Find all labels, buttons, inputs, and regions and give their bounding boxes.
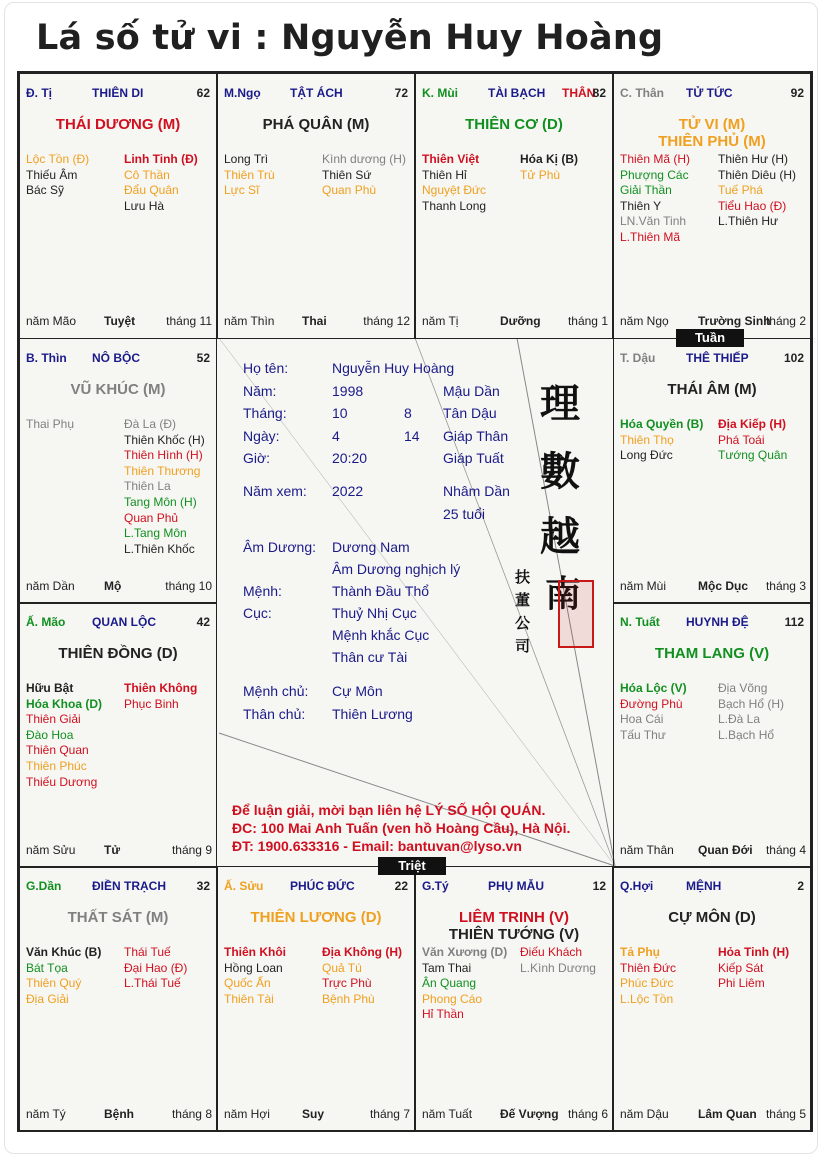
minor-star: Trực Phù xyxy=(322,976,372,991)
minor-star: Hữu Bật xyxy=(26,681,74,695)
hour-canchi: Giáp Tuất xyxy=(443,450,504,466)
cuc-label: Cục: xyxy=(243,605,272,621)
minor-star: L.Thiên Khốc xyxy=(124,541,195,556)
minor-star: Quốc Ấn xyxy=(224,976,271,991)
palace-age: 92 xyxy=(790,86,804,100)
main-stars xyxy=(218,909,414,926)
minor-star: Đà La (Đ) xyxy=(124,417,177,431)
palace-age: 42 xyxy=(196,615,210,629)
minor-stars-left xyxy=(422,152,486,214)
month-lunar: 8 xyxy=(404,405,412,421)
footer-stage: Lâm Quan xyxy=(698,1107,757,1121)
palace-cell-than xyxy=(613,73,811,339)
month-value: 10 xyxy=(332,405,348,421)
contact-line-2: ĐC: 100 Mai Anh Tuấn (ven hồ Hoàng Cầu), Hà Nội. xyxy=(232,820,571,836)
minor-star: Long Đức xyxy=(620,448,673,463)
palace-name: PHÚC ĐỨC xyxy=(290,879,355,893)
minor-star: Thiên Khôi xyxy=(224,945,286,959)
footer-month: tháng 2 xyxy=(765,314,806,328)
footer-month: tháng 3 xyxy=(765,579,806,593)
main-star: CỰ MÔN (D) xyxy=(668,909,756,926)
footer-stage: Thai xyxy=(302,314,327,328)
footer-stage: Đế Vượng xyxy=(500,1107,559,1121)
minor-star: Thai Phụ xyxy=(26,417,75,431)
minor-star: Linh Tinh (Đ) xyxy=(124,152,198,166)
minor-stars-right xyxy=(124,417,205,557)
minor-star: Quả Tú xyxy=(322,960,362,975)
minor-star: Tang Môn (H) xyxy=(124,494,197,509)
minor-stars-left xyxy=(620,152,690,246)
minor-star: Tướng Quân xyxy=(718,448,788,463)
footer-month: tháng 10 xyxy=(165,579,212,593)
palace-name: NÔ BỘC xyxy=(92,351,140,365)
minor-stars-left xyxy=(26,681,102,790)
amduong-note: Âm Dương nghịch lý xyxy=(332,561,461,577)
minor-star: Hỉ Thần xyxy=(422,1007,464,1022)
minor-star: Bát Tọa xyxy=(26,960,68,975)
palace-branch: G.Tý xyxy=(422,879,449,893)
minor-star: Lực Sĩ xyxy=(224,183,260,198)
minor-stars-right xyxy=(124,945,187,992)
palace-branch: C. Thân xyxy=(620,86,664,100)
minor-stars-right xyxy=(718,681,784,743)
minor-stars-right xyxy=(718,152,796,230)
minor-stars-right xyxy=(520,945,596,976)
palace-age: 52 xyxy=(196,351,210,365)
minor-stars-left xyxy=(620,945,676,1007)
main-stars xyxy=(614,645,810,662)
minor-star: Điếu Khách xyxy=(520,945,583,959)
palace-cell-mao xyxy=(19,602,217,868)
minor-star: Hồng Loan xyxy=(224,960,283,975)
palace-cell-ngo xyxy=(217,73,415,339)
minor-star: Hoa Cái xyxy=(620,712,664,727)
age-value: 25 tuổi xyxy=(443,506,486,522)
seal-char-1: 理 xyxy=(540,380,580,427)
palace-branch: B. Thìn xyxy=(26,351,67,365)
palace-name: TỬ TỨC xyxy=(686,86,733,100)
main-star: THIÊN PHỦ (M) xyxy=(658,133,766,150)
main-star: THÁI ÂM (M) xyxy=(667,381,757,398)
minor-star: L.Thiên Hư xyxy=(718,214,779,229)
palace-age: 72 xyxy=(394,86,408,100)
view-year-value: 2022 xyxy=(332,483,364,499)
palace-name: HUYNH ĐỆ xyxy=(686,615,749,629)
main-star: LIÊM TRINH (V) xyxy=(459,909,569,926)
hour-value: 20:20 xyxy=(332,450,368,466)
minor-star: Thiên Diêu (H) xyxy=(718,167,797,182)
day-label: Ngày: xyxy=(243,428,280,444)
minor-star: Thiên Giải xyxy=(26,712,81,727)
main-star: PHÁ QUÂN (M) xyxy=(262,116,370,133)
footer-month: tháng 7 xyxy=(369,1107,410,1121)
minor-star: Hỏa Tinh (H) xyxy=(718,945,790,959)
minor-star: Thiên Sứ xyxy=(322,167,372,182)
hour-label: Giờ: xyxy=(243,450,271,466)
day-canchi: Giáp Thân xyxy=(443,428,509,444)
minor-star: Cô Thần xyxy=(124,167,170,182)
minor-star: Hóa Kị (B) xyxy=(520,152,578,166)
minor-star: Thiên Quý xyxy=(26,976,82,991)
name-label: Họ tên: xyxy=(243,360,289,376)
minor-stars-right xyxy=(718,417,787,464)
footer-year: năm Mão xyxy=(26,314,77,328)
minor-star: Thiên Việt xyxy=(422,152,480,166)
footer-month: tháng 12 xyxy=(363,314,410,328)
minor-star: Thiên Hình (H) xyxy=(124,448,203,463)
minor-stars-left xyxy=(620,681,687,743)
minor-star: Địa Giải xyxy=(26,991,69,1006)
than-cu: Thân cư Tài xyxy=(332,649,408,665)
minor-star: Thiên Phúc xyxy=(26,758,87,773)
seal-char-4: 南 xyxy=(545,573,582,615)
palace-cell-ti xyxy=(19,73,217,339)
minor-star: Phúc Đức xyxy=(620,976,674,991)
minor-stars-right xyxy=(520,152,578,183)
minor-star: Thiên Quan xyxy=(26,743,89,758)
footer-year: năm Thân xyxy=(620,843,674,857)
palace-cell-dan xyxy=(19,866,217,1132)
minor-star: Phá Toái xyxy=(718,432,765,447)
minor-stars-right xyxy=(124,152,198,214)
minor-star: L.Lộc Tồn xyxy=(620,991,674,1006)
minor-star: Đại Hao (Đ) xyxy=(124,960,188,975)
minor-star: Tử Phù xyxy=(520,167,561,182)
minor-star: Bạch Hổ (H) xyxy=(718,696,785,711)
menhchu-value: Cự Môn xyxy=(332,683,383,699)
minor-star: Địa Kiếp (H) xyxy=(718,417,787,431)
main-star: THIÊN TƯỚNG (V) xyxy=(448,926,580,943)
footer-year: năm Thìn xyxy=(224,314,275,328)
footer-month: tháng 4 xyxy=(765,843,806,857)
minor-star: Ân Quang xyxy=(422,976,477,991)
minor-stars-left xyxy=(26,945,101,1007)
year-value: 1998 xyxy=(332,383,364,399)
main-star: THIÊN ĐỒNG (D) xyxy=(58,645,178,662)
footer-month: tháng 6 xyxy=(567,1107,608,1121)
footer-year: năm Mùi xyxy=(620,579,667,593)
minor-star: Thiên Mã (H) xyxy=(620,152,691,166)
footer-stage: Mộc Dục xyxy=(698,579,749,593)
minor-star: L.Thiên Mã xyxy=(620,229,681,244)
minor-star: Thiên Không xyxy=(124,681,198,695)
minor-star: Thiên Hỉ xyxy=(422,167,467,182)
year-canchi: Mậu Dần xyxy=(443,383,500,399)
seal-small-text: 扶董公司 xyxy=(515,568,531,655)
minor-stars-left xyxy=(26,417,74,433)
minor-star: Giải Thần xyxy=(620,183,672,198)
minor-star: Phượng Các xyxy=(620,167,689,182)
palace-name: TẬT ÁCH xyxy=(290,86,343,100)
palace-age: 82 xyxy=(592,86,606,100)
thanchu-label: Thân chủ: xyxy=(243,706,306,722)
minor-star: Bác Sỹ xyxy=(26,183,65,198)
minor-stars-right xyxy=(322,152,406,199)
palace-branch: N. Tuất xyxy=(620,615,660,629)
palace-name: THIÊN DI xyxy=(92,86,144,100)
tuan-tag: Tuần xyxy=(676,329,744,347)
minor-stars-left xyxy=(620,417,703,464)
palace-age: 12 xyxy=(592,879,606,893)
main-star: THÁI DƯƠNG (M) xyxy=(55,116,181,133)
footer-stage: Tuyệt xyxy=(104,314,136,328)
main-stars xyxy=(20,909,216,926)
main-stars xyxy=(614,909,810,926)
footer-year: năm Tuất xyxy=(422,1107,473,1121)
footer-month: tháng 8 xyxy=(171,1107,212,1121)
palace-name: QUAN LỘC xyxy=(92,615,156,629)
footer-year: năm Hợi xyxy=(224,1107,270,1121)
palace-name: ĐIỀN TRẠCH xyxy=(92,879,166,893)
minor-star: Văn Khúc (B) xyxy=(26,945,102,959)
palace-cell-thin xyxy=(19,338,217,604)
day-value: 4 xyxy=(332,428,340,444)
main-star: VŨ KHÚC (M) xyxy=(70,381,166,398)
minor-star: Quan Phủ xyxy=(124,510,179,525)
minor-star: Kình dương (H) xyxy=(322,152,406,166)
palace-branch: G.Dần xyxy=(26,879,62,893)
palace-cell-ty xyxy=(415,866,613,1132)
view-year-canchi: Nhâm Dần xyxy=(443,483,510,499)
minor-star: Thiên Thọ xyxy=(620,432,674,447)
palace-age: 112 xyxy=(784,615,804,629)
minor-star: LN.Văn Tinh xyxy=(620,214,687,229)
palace-branch: K. Mùi xyxy=(422,86,458,100)
minor-star: Thiên Khốc (H) xyxy=(124,432,205,447)
than-marker: THÂN xyxy=(562,86,596,100)
minor-star: Nguyệt Đức xyxy=(422,183,487,198)
palace-name: MỆNH xyxy=(686,879,722,893)
footer-stage: Trường Sinh xyxy=(698,314,771,328)
page-title: Lá số tử vi : Nguyễn Huy Hoàng xyxy=(36,18,664,58)
amduong-value: Dương Nam xyxy=(332,539,410,555)
minor-star: Tiểu Hao (Đ) xyxy=(718,198,787,213)
main-stars xyxy=(614,381,810,398)
palace-branch: Đ. Tị xyxy=(26,86,52,100)
footer-month: tháng 11 xyxy=(166,314,212,328)
minor-star: Hóa Quyền (B) xyxy=(620,417,704,431)
main-stars xyxy=(20,116,216,133)
footer-stage: Tử xyxy=(104,843,121,857)
palace-cell-dau xyxy=(613,338,811,604)
amduong-label: Âm Dương: xyxy=(243,539,317,555)
name-value: Nguyễn Huy Hoàng xyxy=(332,360,455,376)
footer-year: năm Tý xyxy=(26,1107,66,1121)
palace-branch: Ấ. Sửu xyxy=(224,879,264,893)
minor-star: Phi Liêm xyxy=(718,976,765,991)
palace-name: TÀI BẠCH xyxy=(488,86,546,100)
palace-cell-suu xyxy=(217,866,415,1132)
minor-stars-left xyxy=(224,152,275,199)
contact-line-1: Để luận giải, mời bạn liên hệ LÝ SỐ HỘI QUÁN. xyxy=(232,802,546,818)
palace-branch: Ấ. Mão xyxy=(26,615,66,629)
footer-month: tháng 9 xyxy=(171,843,212,857)
minor-star: Thiên Hư (H) xyxy=(718,152,789,166)
main-star: THẤT SÁT (M) xyxy=(67,909,169,926)
minor-star: Thiếu Dương xyxy=(26,774,98,789)
palace-cell-mui xyxy=(415,73,613,339)
minor-star: Thiên Đức xyxy=(620,960,677,975)
palace-age: 62 xyxy=(196,86,210,100)
minor-star: Tuế Phá xyxy=(718,183,763,198)
minor-star: Phong Cáo xyxy=(422,991,483,1006)
minor-stars-right xyxy=(322,945,402,1007)
minor-star: Tam Thai xyxy=(422,960,472,975)
minor-stars-left xyxy=(224,945,286,1007)
minor-star: Văn Xương (D) xyxy=(422,945,508,959)
minor-star: Phục Binh xyxy=(124,696,179,711)
minor-star: Đường Phù xyxy=(620,696,683,711)
red-stamp xyxy=(558,580,594,648)
footer-month: tháng 5 xyxy=(765,1107,806,1121)
minor-stars-right xyxy=(124,681,197,712)
minor-star: Long Trì xyxy=(224,152,269,166)
menhchu-label: Mệnh chủ: xyxy=(243,683,309,699)
triet-tag: Triệt xyxy=(378,857,446,875)
contact-line-3: ĐT: 1900.633316 - Email: bantuvan@lyso.vn xyxy=(232,838,522,854)
minor-star: Thiên Tài xyxy=(224,991,274,1006)
main-stars xyxy=(20,645,216,662)
minor-star: Quan Phù xyxy=(322,183,377,198)
palace-name: THÊ THIẾP xyxy=(686,351,749,365)
cuc-note: Mệnh khắc Cục xyxy=(332,627,430,643)
main-stars xyxy=(20,381,216,398)
footer-year: năm Ngọ xyxy=(620,314,669,328)
main-star: THIÊN LƯƠNG (D) xyxy=(250,909,382,926)
thanchu-value: Thiên Lương xyxy=(332,706,413,722)
minor-star: Lưu Hà xyxy=(124,198,165,213)
palace-cell-tuat xyxy=(613,602,811,868)
footer-stage: Dưỡng xyxy=(500,314,541,328)
footer-year: năm Dậu xyxy=(620,1107,669,1121)
minor-star: L.Tang Môn xyxy=(124,526,187,541)
main-stars xyxy=(416,909,612,943)
footer-stage: Mộ xyxy=(104,579,122,593)
palace-age: 22 xyxy=(394,879,408,893)
menh-value: Thành Đầu Thổ xyxy=(332,583,430,599)
year-label: Năm: xyxy=(243,383,277,399)
main-stars xyxy=(218,116,414,133)
minor-star: Hóa Lộc (V) xyxy=(620,681,687,695)
main-stars xyxy=(614,116,810,150)
palace-branch: Q.Hợi xyxy=(620,879,654,893)
minor-star: Địa Không (H) xyxy=(322,945,402,959)
palace-cell-hoi xyxy=(613,866,811,1132)
minor-star: L.Thái Tuế xyxy=(124,976,181,991)
minor-star: L.Đà La xyxy=(718,712,761,727)
month-label: Tháng: xyxy=(243,405,287,421)
footer-stage: Quan Đới xyxy=(698,843,753,857)
minor-star: Thái Tuế xyxy=(124,945,171,959)
palace-age: 2 xyxy=(797,879,804,893)
main-star: TỬ VI (M) xyxy=(678,116,746,133)
footer-month: tháng 1 xyxy=(567,314,608,328)
minor-star: Thiên Trù xyxy=(224,167,275,182)
minor-star: Địa Võng xyxy=(718,681,768,695)
palace-branch: T. Dậu xyxy=(620,351,656,365)
minor-stars-left xyxy=(422,945,507,1023)
main-star: THAM LANG (V) xyxy=(654,645,770,662)
footer-year: năm Sửu xyxy=(26,843,76,857)
view-year-label: Năm xem: xyxy=(243,483,307,499)
minor-star: Lộc Tồn (Đ) xyxy=(26,152,90,166)
minor-star: Thanh Long xyxy=(422,198,487,213)
minor-star: Bệnh Phù xyxy=(322,991,375,1006)
minor-star: Thiên La xyxy=(124,479,171,494)
seal-char-2: 數 xyxy=(540,448,580,495)
footer-stage: Suy xyxy=(302,1107,325,1121)
minor-stars-right xyxy=(718,945,789,992)
day-lunar: 14 xyxy=(404,428,420,444)
minor-star: Tấu Thư xyxy=(620,727,666,742)
minor-star: Tả Phụ xyxy=(620,945,661,959)
palace-branch: M.Ngọ xyxy=(224,86,261,100)
footer-stage: Bệnh xyxy=(104,1107,134,1121)
palace-name: PHỤ MẪU xyxy=(488,879,544,893)
minor-star: L.Bạch Hổ xyxy=(718,727,775,742)
minor-stars-left xyxy=(26,152,89,199)
minor-star: Đào Hoa xyxy=(26,727,74,742)
minor-star: Thiếu Âm xyxy=(26,167,78,182)
month-canchi: Tân Dậu xyxy=(443,405,497,421)
menh-label: Mệnh: xyxy=(243,583,282,599)
minor-star: Hóa Khoa (D) xyxy=(26,696,102,711)
cuc-value: Thuỷ Nhị Cục xyxy=(332,605,417,621)
minor-star: L.Kình Dương xyxy=(520,960,596,975)
minor-star: Thiên Thương xyxy=(124,463,201,478)
footer-year: năm Dần xyxy=(26,579,75,593)
minor-star: Kiếp Sát xyxy=(718,960,764,975)
minor-star: Đẩu Quân xyxy=(124,183,179,198)
footer-year: năm Tị xyxy=(422,314,459,328)
main-stars xyxy=(416,116,612,133)
minor-star: Thiên Y xyxy=(620,198,662,213)
palace-age: 102 xyxy=(783,351,804,365)
main-star: THIÊN CƠ (D) xyxy=(465,116,563,133)
palace-age: 32 xyxy=(196,879,210,893)
seal-char-3: 越 xyxy=(540,513,580,560)
